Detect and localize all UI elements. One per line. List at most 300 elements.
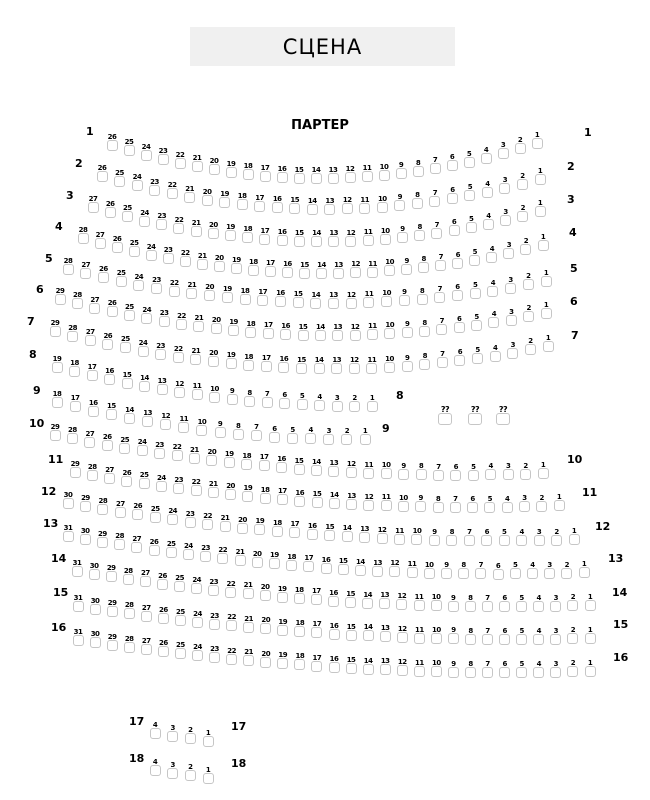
seat-row13-28[interactable] [113,532,127,550]
seat-row14-26[interactable] [156,572,170,590]
seat-row14-3[interactable] [549,594,563,612]
seat-row10-6[interactable] [449,463,463,481]
seat-row3-10[interactable] [378,227,392,245]
seat-row16-21[interactable] [242,648,256,666]
seat-row3-12[interactable] [344,229,358,247]
seat-row7-10[interactable] [383,355,397,373]
seat-row5-1[interactable] [539,269,553,287]
seat-row2-16[interactable] [270,195,284,213]
seat-row2-15[interactable] [288,196,302,214]
seat-row9-12[interactable] [159,412,173,430]
seat-row4-15[interactable] [297,261,311,279]
seat-row4-7[interactable] [434,253,448,271]
seat-row6-13[interactable] [331,323,345,341]
seat-row15-10[interactable] [429,626,443,644]
seat-row1-7[interactable] [428,156,442,174]
seat-row10-29[interactable] [48,423,62,441]
seat-row12-24[interactable] [166,507,180,525]
seat-row6-2[interactable] [522,304,536,322]
seat-row16-14[interactable] [361,657,375,675]
seat-row5-10[interactable] [380,289,394,307]
seat-row14-10[interactable] [429,593,443,611]
seat-row9-15[interactable] [104,402,118,420]
seat-row9-11[interactable] [177,415,191,433]
seat-row15-18[interactable] [293,619,307,637]
seat-row14-17[interactable] [309,587,323,605]
seat-row10-10[interactable] [379,461,393,479]
seat-row7-18[interactable] [242,353,256,371]
seat-row9-6[interactable] [267,425,281,443]
seat-row11-11[interactable] [379,493,393,511]
seat-row10-13[interactable] [327,459,341,477]
seat-row1-5[interactable] [462,150,476,168]
seat-row3-7[interactable] [430,221,444,239]
seat-row11-10[interactable] [396,494,410,512]
seat-row2-19[interactable] [218,190,232,208]
seat-row3-16[interactable] [275,228,289,246]
seat-row16-10[interactable] [429,659,443,677]
seat-row2-17[interactable] [253,194,267,212]
seat-row4-11[interactable] [366,260,380,278]
seat-row12-7[interactable] [462,528,476,546]
seat-row12-17[interactable] [288,520,302,538]
seat-row2-10[interactable] [375,195,389,213]
seat-row15-7[interactable] [481,627,495,645]
seat-row7-6[interactable] [453,348,467,366]
seat-row13-15[interactable] [336,557,350,575]
seat-row4-24[interactable] [144,243,158,261]
seat-row4-14[interactable] [315,261,329,279]
seat-row1-15[interactable] [292,166,306,184]
seat-row3-3[interactable] [499,208,513,226]
seat-row15-15[interactable] [344,623,358,641]
seat-row11-8[interactable] [431,495,445,513]
seat-row4-27[interactable] [93,231,107,249]
seat-row1-1[interactable] [530,131,544,149]
seat-row6-21[interactable] [192,314,206,332]
seat-row1-2[interactable] [513,136,527,154]
seat-row10-21[interactable] [187,446,201,464]
seat-row1-6[interactable] [445,153,459,171]
seat-row10-27[interactable] [83,430,97,448]
seat-row16-7[interactable] [481,660,495,678]
seat-row17-4[interactable] [148,721,162,739]
seat-row14-13[interactable] [378,591,392,609]
seat-row2-21[interactable] [183,185,197,203]
seat-row2-8[interactable] [410,191,424,209]
seat-row4-18[interactable] [246,258,260,276]
seat-row13-17[interactable] [302,554,316,572]
seat-row8-7[interactable] [260,390,274,408]
seat-row2-20[interactable] [200,188,214,206]
seat-row17-1[interactable] [201,729,215,747]
seat-row16-31[interactable] [71,628,85,646]
seat-row6-29[interactable] [53,287,67,305]
seat-row5-7[interactable] [433,285,447,303]
seat-row9-8[interactable] [231,422,245,440]
seat-row5-19[interactable] [220,285,234,303]
seat-row6-6[interactable] [452,315,466,333]
seat-row1-22[interactable] [173,151,187,169]
seat-row3-27[interactable] [86,195,100,213]
seat-row3-17[interactable] [258,227,272,245]
seat-row11-28[interactable] [85,463,99,481]
seat-row12-16[interactable] [305,522,319,540]
seat-row11-6[interactable] [466,495,480,513]
seat-row10-25[interactable] [118,436,132,454]
seat-row5-2[interactable] [521,272,535,290]
seat-row13-19[interactable] [267,551,281,569]
seat-row1-26[interactable] [105,133,119,151]
seat-row4-23[interactable] [161,246,175,264]
seat-row12-29[interactable] [78,494,92,512]
seat-row10-19[interactable] [222,450,236,468]
seat-row10-8[interactable] [414,462,428,480]
seat-row15-27[interactable] [139,604,153,622]
seat-row13-14[interactable] [353,558,367,576]
seat-row15-8[interactable] [464,627,478,645]
seat-row7-20[interactable] [206,349,220,367]
seat-row4-1[interactable] [536,233,550,251]
seat-row16-17[interactable] [310,654,324,672]
seat-row16-18[interactable] [293,652,307,670]
seat-row16-23[interactable] [208,645,222,663]
seat-row15-4[interactable] [532,627,546,645]
seat-row14-11[interactable] [412,593,426,611]
seat-row15-5[interactable] [515,627,529,645]
seat-row14-16[interactable] [327,589,341,607]
seat-row4-16[interactable] [280,260,294,278]
seat-row5-5[interactable] [468,281,482,299]
seat-row5-16[interactable] [273,289,287,307]
seat-row14-20[interactable] [258,583,272,601]
seat-row8-2[interactable] [348,394,362,412]
seat-row7-15[interactable] [295,356,309,374]
seat-row14-1[interactable] [583,593,597,611]
seat-row9-18[interactable] [50,390,64,408]
seat-row13-5[interactable] [508,561,522,579]
seat-row13-26[interactable] [147,538,161,556]
seat-row13-31[interactable] [61,524,75,542]
seat-row6-15[interactable] [296,323,310,341]
seat-row16-26[interactable] [156,639,170,657]
seat-row7-29[interactable] [48,319,62,337]
seat-row3-2[interactable] [516,204,530,222]
seat-row10-15[interactable] [292,457,306,475]
seat-row8-8[interactable] [243,389,257,407]
seat-row13-30[interactable] [78,527,92,545]
seat-row1-3[interactable] [496,141,510,159]
seat-row5-21[interactable] [185,281,199,299]
seat-row6-5[interactable] [470,313,484,331]
seat-row4-19[interactable] [229,256,243,274]
seat-row8-14[interactable] [138,374,152,392]
seat-row11-19[interactable] [241,484,255,502]
seat-row6-22[interactable] [175,312,189,330]
seat-row10-28[interactable] [65,426,79,444]
seat-row3-22[interactable] [172,216,186,234]
seat-row10-22[interactable] [170,443,184,461]
seat-row8-13[interactable] [155,377,169,395]
seat-row9-13[interactable] [141,409,155,427]
seat-row4-6[interactable] [451,251,465,269]
seat-row15-28[interactable] [122,601,136,619]
seat-row14-2[interactable] [566,593,580,611]
seat-row5-25[interactable] [114,269,128,287]
seat-row5-6[interactable] [450,283,464,301]
seat-row7-11[interactable] [365,356,379,374]
seat-row12-10[interactable] [410,527,424,545]
seat-row7-1[interactable] [541,334,555,352]
unknown-seat[interactable] [436,405,454,425]
seat-row15-12[interactable] [395,625,409,643]
seat-row16-24[interactable] [190,643,204,661]
seat-row9-4[interactable] [304,426,318,444]
seat-row6-7[interactable] [435,317,449,335]
seat-row1-20[interactable] [207,157,221,175]
seat-row5-17[interactable] [256,288,270,306]
seat-row8-18[interactable] [68,359,82,377]
seat-row5-14[interactable] [309,291,323,309]
seat-row3-14[interactable] [310,229,324,247]
seat-row13-10[interactable] [422,561,436,579]
seat-row14-18[interactable] [292,586,306,604]
seat-row8-12[interactable] [173,380,187,398]
seat-row4-26[interactable] [110,235,124,253]
seat-row11-5[interactable] [483,495,497,513]
seat-row6-28[interactable] [70,291,84,309]
seat-row7-23[interactable] [154,342,168,360]
seat-row7-25[interactable] [118,335,132,353]
seat-row12-1[interactable] [567,527,581,545]
seat-row5-27[interactable] [79,261,93,279]
seat-row12-25[interactable] [148,505,162,523]
seat-row7-8[interactable] [418,352,432,370]
seat-row9-10[interactable] [195,418,209,436]
seat-row14-30[interactable] [87,562,101,580]
seat-row3-25[interactable] [120,204,134,222]
seat-row7-27[interactable] [83,328,97,346]
seat-row4-4[interactable] [485,245,499,263]
seat-row16-5[interactable] [515,660,529,678]
seat-row13-27[interactable] [130,535,144,553]
seat-row10-24[interactable] [135,438,149,456]
seat-row12-8[interactable] [445,528,459,546]
seat-row15-11[interactable] [412,626,426,644]
seat-row10-9[interactable] [397,462,411,480]
seat-row13-12[interactable] [388,559,402,577]
seat-row18-2[interactable] [183,763,197,781]
seat-row11-23[interactable] [172,476,186,494]
seat-row7-5[interactable] [471,346,485,364]
seat-row12-22[interactable] [201,512,215,530]
seat-row4-9[interactable] [400,257,414,275]
seat-row3-19[interactable] [224,223,238,241]
seat-row12-21[interactable] [218,514,232,532]
seat-row2-22[interactable] [165,181,179,199]
seat-row12-18[interactable] [270,519,284,537]
seat-row11-29[interactable] [68,460,82,478]
seat-row15-30[interactable] [88,597,102,615]
seat-row10-1[interactable] [536,461,550,479]
seat-row1-19[interactable] [224,160,238,178]
seat-row11-22[interactable] [189,478,203,496]
seat-row15-25[interactable] [173,608,187,626]
seat-row7-3[interactable] [506,341,520,359]
seat-row6-18[interactable] [244,320,258,338]
seat-row12-11[interactable] [393,527,407,545]
seat-row17-3[interactable] [166,724,180,742]
seat-row11-9[interactable] [414,494,428,512]
seat-row10-7[interactable] [431,463,445,481]
seat-row1-12[interactable] [343,165,357,183]
seat-row12-13[interactable] [358,525,372,543]
seat-row8-19[interactable] [50,355,64,373]
seat-row3-13[interactable] [327,229,341,247]
seat-row7-2[interactable] [523,337,537,355]
seat-row18-4[interactable] [148,758,162,776]
unknown-seat[interactable] [494,405,512,425]
seat-row2-23[interactable] [148,178,162,196]
unknown-seat[interactable] [466,405,484,425]
seat-row5-20[interactable] [203,283,217,301]
seat-row2-5[interactable] [463,183,477,201]
seat-row4-20[interactable] [212,254,226,272]
seat-row10-11[interactable] [362,461,376,479]
seat-row3-21[interactable] [189,219,203,237]
seat-row16-15[interactable] [344,656,358,674]
seat-row12-30[interactable] [61,491,75,509]
seat-row16-2[interactable] [566,659,580,677]
seat-row10-2[interactable] [519,462,533,480]
seat-row4-8[interactable] [417,255,431,273]
seat-row14-5[interactable] [515,594,529,612]
seat-row16-16[interactable] [327,655,341,673]
seat-row16-12[interactable] [395,658,409,676]
seat-row16-1[interactable] [583,659,597,677]
seat-row4-12[interactable] [349,260,363,278]
seat-row8-4[interactable] [313,393,327,411]
seat-row3-9[interactable] [395,225,409,243]
seat-row11-1[interactable] [552,493,566,511]
seat-row10-4[interactable] [484,462,498,480]
seat-row2-1[interactable] [533,167,547,185]
seat-row7-7[interactable] [435,350,449,368]
seat-row15-14[interactable] [361,623,375,641]
seat-row5-28[interactable] [61,257,75,275]
seat-row15-26[interactable] [156,606,170,624]
seat-row16-11[interactable] [412,659,426,677]
seat-row3-4[interactable] [481,212,495,230]
seat-row1-25[interactable] [122,138,136,156]
seat-row1-10[interactable] [377,163,391,181]
seat-row11-24[interactable] [154,474,168,492]
seat-row15-23[interactable] [208,612,222,630]
seat-row6-14[interactable] [313,323,327,341]
seat-row1-14[interactable] [309,166,323,184]
seat-row8-1[interactable] [365,394,379,412]
seat-row6-16[interactable] [279,322,293,340]
seat-row5-3[interactable] [504,276,518,294]
seat-row10-5[interactable] [466,463,480,481]
seat-row15-19[interactable] [276,618,290,636]
seat-row16-20[interactable] [259,650,273,668]
seat-row13-16[interactable] [319,556,333,574]
seat-row8-17[interactable] [85,363,99,381]
seat-row11-20[interactable] [224,482,238,500]
seat-row6-1[interactable] [539,301,553,319]
seat-row13-20[interactable] [250,550,264,568]
seat-row16-19[interactable] [276,651,290,669]
seat-row3-24[interactable] [138,209,152,227]
seat-row3-11[interactable] [361,228,375,246]
seat-row2-3[interactable] [498,176,512,194]
seat-row6-27[interactable] [88,296,102,314]
seat-row15-2[interactable] [566,626,580,644]
seat-row6-26[interactable] [105,299,119,317]
seat-row9-17[interactable] [68,394,82,412]
seat-row4-17[interactable] [263,259,277,277]
seat-row7-21[interactable] [189,347,203,365]
seat-row1-16[interactable] [275,165,289,183]
seat-row4-22[interactable] [178,249,192,267]
seat-row7-22[interactable] [171,345,185,363]
seat-row9-1[interactable] [358,427,372,445]
seat-row16-6[interactable] [498,660,512,678]
seat-row3-15[interactable] [292,229,306,247]
seat-row13-22[interactable] [216,546,230,564]
seat-row7-12[interactable] [347,356,361,374]
seat-row11-25[interactable] [137,471,151,489]
seat-row3-26[interactable] [103,200,117,218]
seat-row12-3[interactable] [532,528,546,546]
seat-row4-10[interactable] [383,258,397,276]
seat-row10-14[interactable] [309,458,323,476]
seat-row10-26[interactable] [100,433,114,451]
seat-row13-23[interactable] [199,544,213,562]
seat-row14-31[interactable] [70,559,84,577]
seat-row13-2[interactable] [560,561,574,579]
seat-row12-15[interactable] [323,523,337,541]
seat-row1-17[interactable] [258,164,272,182]
seat-row14-14[interactable] [361,591,375,609]
seat-row9-14[interactable] [122,406,136,424]
seat-row15-20[interactable] [259,616,273,634]
seat-row11-26[interactable] [120,469,134,487]
seat-row3-20[interactable] [206,221,220,239]
seat-row15-16[interactable] [327,622,341,640]
seat-row2-18[interactable] [235,192,249,210]
seat-row13-6[interactable] [491,562,505,580]
seat-row13-3[interactable] [543,561,557,579]
seat-row13-4[interactable] [525,561,539,579]
seat-row14-24[interactable] [190,576,204,594]
seat-row14-7[interactable] [480,594,494,612]
seat-row8-5[interactable] [295,392,309,410]
seat-row5-26[interactable] [96,265,110,283]
seat-row12-14[interactable] [340,524,354,542]
seat-row16-13[interactable] [378,657,392,675]
seat-row6-19[interactable] [227,318,241,336]
seat-row15-24[interactable] [190,610,204,628]
seat-row2-9[interactable] [393,193,407,211]
seat-row2-12[interactable] [340,196,354,214]
seat-row2-11[interactable] [358,196,372,214]
seat-row13-24[interactable] [181,542,195,560]
seat-row12-9[interactable] [427,528,441,546]
seat-row13-13[interactable] [371,559,385,577]
seat-row2-14[interactable] [305,197,319,215]
